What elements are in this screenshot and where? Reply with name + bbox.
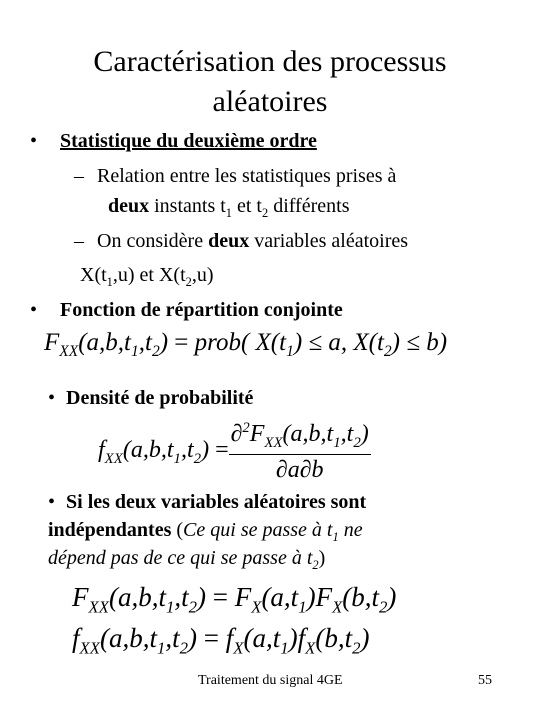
fraction [229, 420, 371, 484]
fraction-numerator [229, 420, 371, 455]
math-fragment: ,t [340, 421, 354, 448]
equation-density [98, 418, 371, 486]
math-fragment: (a,b,t [122, 436, 174, 463]
math-symbol: F [44, 329, 60, 356]
subscript: 1 [106, 275, 113, 289]
subscript: 1 [280, 638, 289, 658]
slide-title-line2: aléatoires [212, 85, 328, 118]
text-fragment: et t [232, 195, 262, 217]
math-fragment: prob [194, 329, 241, 356]
subscript: 1 [333, 434, 341, 451]
subscript: X [251, 597, 262, 617]
subscript: 1 [156, 638, 166, 658]
subscript: 2 [185, 275, 192, 289]
subscript: X [305, 638, 316, 658]
math-fragment: (a,b,t [78, 329, 131, 356]
math-symbol: F [249, 421, 265, 448]
sub-item-relation-line1: Relation entre les statistiques prises à [97, 165, 397, 187]
subscript: 1 [225, 206, 232, 220]
math-fragment: (a,t [261, 582, 299, 612]
math-fragment: ) [196, 582, 206, 612]
text-fragment: ,u) [191, 264, 214, 286]
subscript: X [332, 597, 343, 617]
subscript: 2 [379, 597, 388, 617]
math-symbol: ∂ [230, 421, 243, 448]
subscript: 1 [173, 450, 181, 467]
math-fragment: (a,b,t [99, 623, 157, 653]
italic-text: ne [338, 519, 363, 541]
math-fragment: = [205, 582, 235, 612]
bullet-dot: • [48, 491, 56, 513]
math-symbol: f [297, 623, 306, 653]
text-fragment: instants t [149, 195, 226, 217]
heading-independence: Si les deux variables aléatoires sont [66, 491, 367, 513]
sub-item-relation [74, 163, 396, 189]
bullet-independence [48, 489, 366, 515]
bold-deux: deux [208, 230, 250, 252]
subscript: XX [59, 343, 79, 360]
footer-page-number: 55 [478, 673, 492, 688]
sub-item-relation-line2 [108, 193, 349, 226]
slide-title-line1: Caractérisation des processus [93, 45, 447, 78]
footer-course: Traitement du signal 4GE [198, 673, 343, 688]
italic-text: Ce qui se passe à t [183, 519, 333, 541]
math-fragment: ,t [174, 582, 189, 612]
math-fragment: ,t [165, 623, 180, 653]
bullet-joint-cdf [30, 297, 343, 323]
subscript: XX [79, 638, 100, 658]
subscript: XX [104, 450, 123, 467]
subscript: 2 [193, 450, 202, 467]
math-fragment: ) [201, 436, 210, 463]
bullet-dot: • [30, 299, 38, 321]
superscript: 2 [242, 420, 250, 437]
subscript: 2 [151, 343, 160, 360]
subscript: X [233, 638, 244, 658]
math-fragment: (a,t [243, 623, 281, 653]
math-fragment: = [168, 329, 195, 356]
sub-item-two-variables [74, 228, 408, 254]
math-fragment: ( X(t [240, 329, 287, 356]
subscript: 2 [352, 638, 361, 658]
math-fragment: = [209, 436, 229, 463]
subscript: 2 [262, 206, 269, 220]
heading-density: Densité de probabilité [66, 387, 254, 409]
math-fragment: ) ≤ a, X(t [293, 329, 384, 356]
math-fragment: ) [306, 582, 316, 612]
text-fragment: On considère [97, 230, 209, 252]
math-fragment: (b,t [342, 582, 380, 612]
text-fragment: ) [318, 547, 326, 569]
heading-second-order: Statistique du deuxième ordre [60, 130, 317, 152]
text-fragment: différents [268, 195, 350, 217]
text-fragment: ( [171, 519, 184, 541]
bold-text: indépendantes [48, 519, 172, 541]
subscript: 1 [165, 597, 175, 617]
bullet-second-order [30, 128, 317, 154]
math-symbol: f [72, 623, 80, 653]
heading-joint-cdf: Fonction de répartition conjointe [60, 299, 343, 321]
subscript: 2 [383, 343, 392, 360]
subscript: 1 [286, 343, 294, 360]
equation-joint-cdf [44, 326, 447, 369]
math-symbol: F [234, 582, 252, 612]
equation-independence-pdf [72, 619, 369, 667]
bullet-density [48, 385, 253, 411]
math-fragment: ) [360, 623, 370, 653]
math-symbol: F [315, 582, 333, 612]
slide-title [0, 42, 540, 122]
text-fragment: variables aléatoires [249, 230, 409, 252]
bullet-dot: • [30, 130, 38, 152]
independence-line3 [48, 545, 325, 578]
math-symbol: f [98, 436, 105, 463]
math-fragment: ) [288, 623, 298, 653]
subscript: 1 [131, 343, 139, 360]
math-fragment: (a,b,t [108, 582, 166, 612]
subscript: XX [264, 434, 283, 451]
math-fragment: (a,b,t [282, 421, 334, 448]
math-fragment: ) [387, 582, 397, 612]
bold-deux: deux [108, 195, 150, 217]
text-fragment: ,u) et X(t [112, 264, 186, 286]
subscript: 2 [188, 597, 197, 617]
sub-item-two-variables-line2 [80, 262, 214, 295]
fraction-denominator: ∂a∂b [275, 456, 324, 483]
math-fragment: (b,t [315, 623, 353, 653]
math-fragment: ) [187, 623, 197, 653]
math-fragment: ,t [138, 329, 152, 356]
subscript: 1 [298, 597, 307, 617]
dash: – [74, 165, 84, 187]
math-fragment: ) [360, 421, 369, 448]
math-fragment: ) [159, 329, 169, 356]
subscript: 2 [353, 434, 361, 451]
math-fragment: = [196, 623, 226, 653]
math-symbol: f [225, 623, 234, 653]
subscript: 1 [332, 530, 339, 544]
dash: – [74, 230, 84, 252]
math-fragment: ) ≤ b) [391, 329, 448, 356]
subscript: 2 [312, 558, 319, 572]
math-symbol: F [72, 582, 89, 612]
bullet-dot: • [48, 387, 56, 409]
italic-text: dépend pas de ce qui se passe à t [48, 547, 313, 569]
math-fragment: ,t [180, 436, 194, 463]
text-fragment: X(t [80, 264, 107, 286]
subscript: XX [88, 597, 109, 617]
subscript: 2 [179, 638, 188, 658]
